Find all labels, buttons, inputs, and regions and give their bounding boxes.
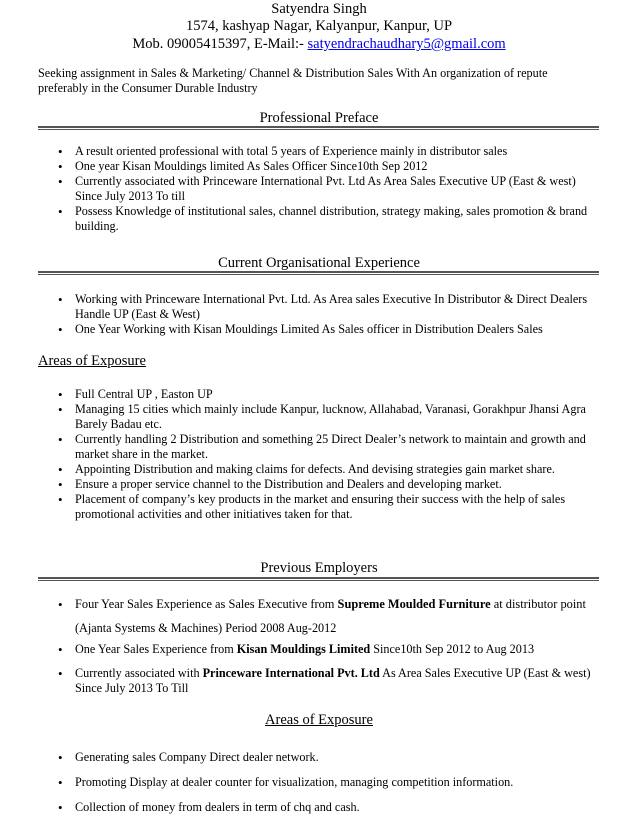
professional-preface-list: [58, 144, 598, 234]
section-divider: [38, 271, 599, 275]
employer-name: Supreme Moulded Furniture: [337, 597, 491, 611]
contact-text: Mob. 09005415397, E-Mail:-: [132, 36, 308, 52]
areas-of-exposure-2-title-text: Areas of Exposure: [265, 712, 373, 728]
list-item: [58, 666, 598, 696]
list-item: • Managing 15 cities which mainly include Kanpur, lucknow, Allahabad, Varanasi, Gorakhpur Jhansi Agra Barely Badau etc.: [58, 402, 598, 432]
list-item: • One Year Working with Kisan Mouldings Limited As Sales officer in Distribution Dealers Sales: [58, 322, 598, 337]
employer-text: One Year Sales Experience from: [75, 642, 237, 656]
list-item: • Currently associated with Princeware International Pvt. Ltd As Area Sales Executive UP (East & west) Since July 2013 To till: [58, 174, 598, 204]
previous-employers-list-2: [58, 642, 598, 657]
section-divider: [38, 577, 599, 581]
previous-employers-title: Previous Employers: [260, 560, 378, 576]
areas-of-exposure-2-title: [0, 711, 638, 729]
employer-continuation: (Ajanta Systems & Machines) Period 2008 Aug-2012: [75, 621, 337, 635]
list-item: • Placement of company’s key products in the market and ensuring their success with the help of sales promotional activities and other initiatives taken for that.: [58, 492, 598, 522]
list-item: • Appointing Distribution and making claims for defects. And devising strategies gain market share.: [58, 462, 598, 477]
section-divider: [38, 126, 599, 130]
list-item: • Currently handling 2 Distribution and something 25 Direct Dealer’s network to maintain and growth and market share in the market.: [58, 432, 598, 462]
areas-of-exposure-title: [38, 352, 338, 370]
current-experience-title: Current Organisational Experience: [218, 255, 420, 271]
employer-text: at distributor point: [490, 597, 586, 611]
list-item: [58, 597, 598, 612]
address-line: 1574, kashyap Nagar, Kalyanpur, Kanpur, UP: [185, 18, 453, 34]
objective-text: Seeking assignment in Sales & Marketing/ Channel & Distribution Sales With An organization of repute preferably in the Consumer Durable Industry: [38, 66, 548, 95]
list-item: • Promoting Display at dealer counter for visualization, managing competition information.: [58, 775, 598, 790]
areas-of-exposure-list: [58, 387, 598, 522]
areas-of-exposure-title-text: Areas of Exposure: [38, 353, 146, 369]
email-link[interactable]: satyendrachaudhary5@gmail.com: [307, 36, 506, 52]
employer-text: Currently associated with: [75, 666, 203, 680]
list-item: • Working with Princeware International Pvt. Ltd. As Area sales Executive In Distributor & Direct Dealers Handle UP (East & West): [58, 292, 598, 322]
contact-line: [0, 35, 638, 53]
list-item: • Full Central UP , Easton UP: [58, 387, 598, 402]
areas-of-exposure-2-list: [58, 750, 598, 815]
employer-name: Princeware International Pvt. Ltd: [202, 666, 380, 680]
list-item: • A result oriented professional with total 5 years of Experience mainly in distributor sales: [58, 144, 598, 159]
list-item: • One year Kisan Mouldings limited As Sales Officer Since10th Sep 2012: [58, 159, 598, 174]
employer-text: As Area Sales Executive UP (East & west) Since July 2013 To Till: [75, 666, 591, 695]
candidate-name: Satyendra Singh: [271, 1, 367, 17]
list-item: • Collection of money from dealers in term of chq and cash.: [58, 800, 598, 815]
professional-preface-title: Professional Preface: [259, 110, 379, 126]
employer-text: Since10th Sep 2012 to Aug 2013: [370, 642, 535, 656]
list-item: [58, 642, 598, 657]
previous-employers-list-3: [58, 666, 598, 696]
employer-name: Kisan Mouldings Limited: [236, 642, 371, 656]
list-item: • Possess Knowledge of institutional sales, channel distribution, strategy making, sales promotion & brand building.: [58, 204, 598, 234]
list-item: • Ensure a proper service channel to the Distribution and Dealers and developing market.: [58, 477, 598, 492]
employer-text: Four Year Sales Experience as Sales Executive from: [75, 597, 338, 611]
previous-employers-list: [58, 597, 598, 612]
list-item: • Generating sales Company Direct dealer network.: [58, 750, 598, 765]
current-experience-list: [58, 292, 598, 337]
